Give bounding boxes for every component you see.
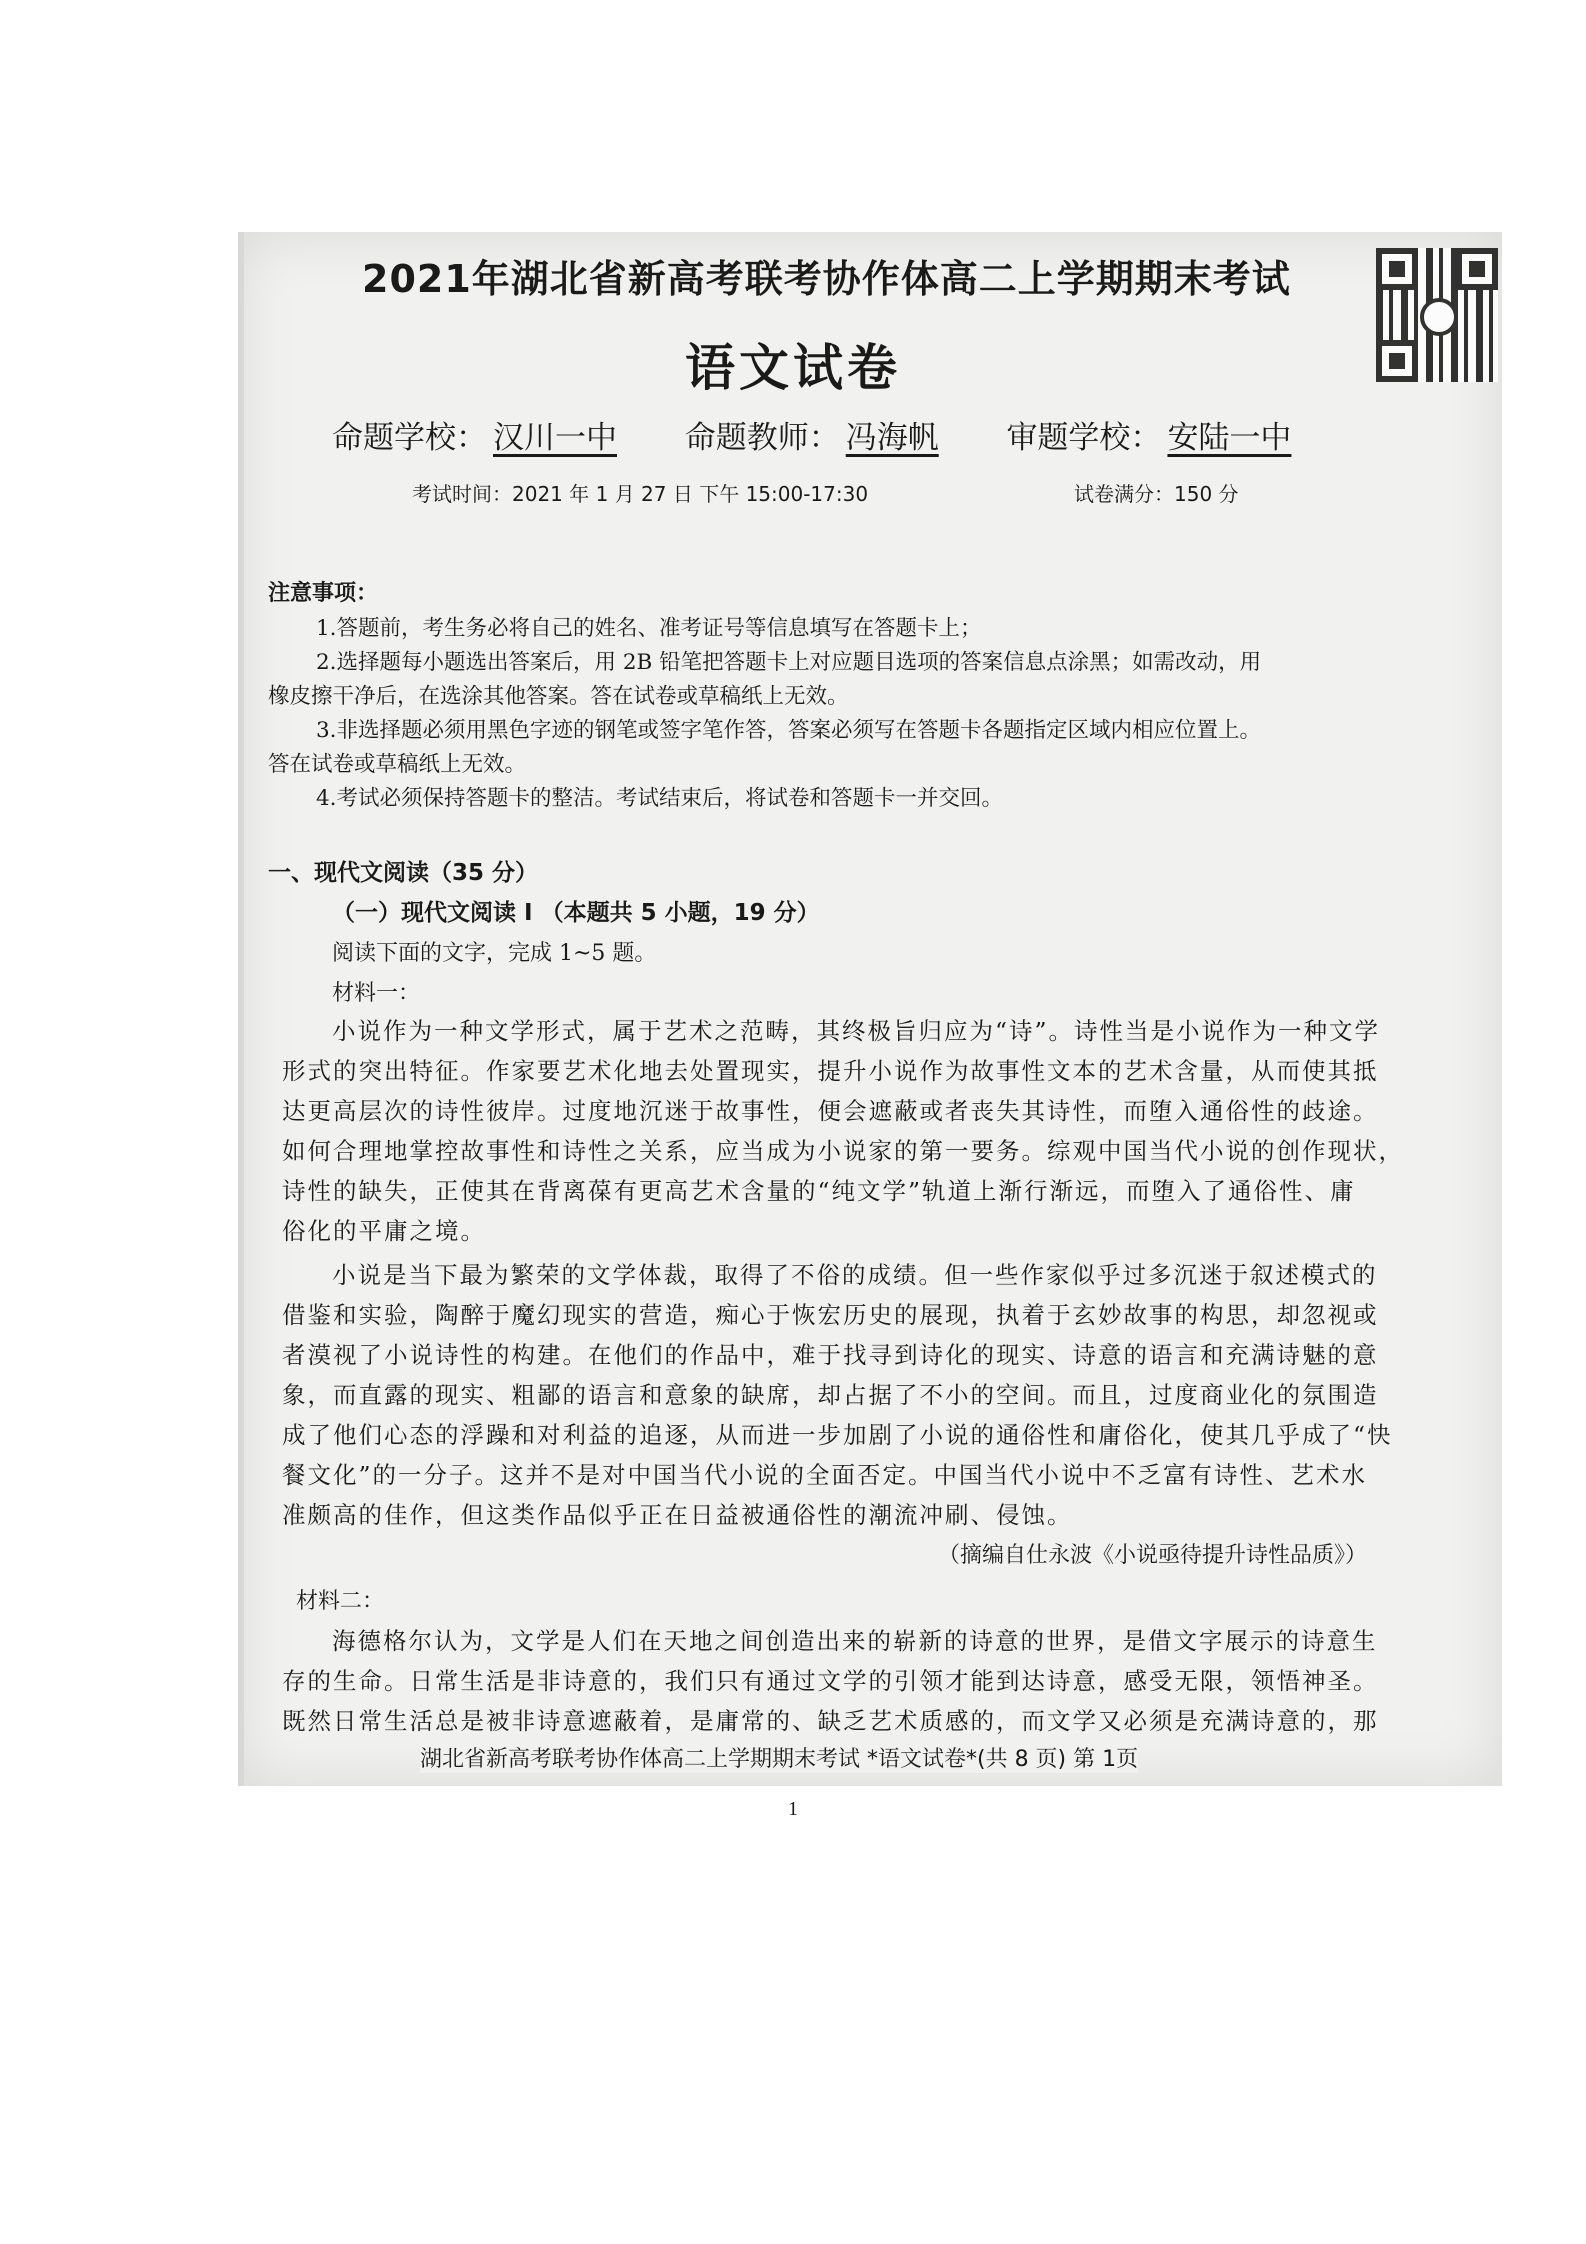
citation: （摘编自仕永波《小说亟待提升诗性品质》） — [938, 1543, 1368, 1568]
note-line: 3.非选择题必须用黑色字迹的钢笔或签字笔作答，答案必须写在答题卡各题指定区域内相应位置上。 — [316, 718, 1262, 743]
material-label: 材料一： — [332, 981, 421, 1006]
note-line: 1.答题前，考生务必将自己的姓名、准考证号等信息填写在答题卡上； — [316, 616, 982, 641]
passage-line: 如何合理地掌控故事性和诗性之关系，应当成为小说家的第一要务。综观中国当代小说的创作现状， — [282, 1137, 1404, 1165]
note-line: 答在试卷或草稿纸上无效。 — [268, 752, 527, 777]
info-label: 审题学校： — [1006, 420, 1162, 456]
passage-line: 诗性的缺失，正使其在背离葆有更高艺术含量的“纯文学”轨道上渐行渐远，而堕入了通俗性、庸 — [282, 1177, 1356, 1205]
material-label: 材料二： — [296, 1589, 385, 1614]
note-line: 橡皮擦干净后，在选涂其他答案。答在试卷或草稿纸上无效。 — [268, 684, 849, 709]
passage-line: 存的生命。日常生活是非诗意的，我们只有通过文学的引领才能到达诗意，感受无限，领悟神圣。 — [282, 1667, 1379, 1695]
passage-line: 既然日常生活总是被非诗意遮蔽着，是庸常的、缺乏艺术质感的，而文学又必须是充满诗意的，那 — [282, 1707, 1379, 1735]
info-value-school: 汉川一中 — [493, 420, 617, 456]
scan-edge — [238, 232, 244, 1786]
passage-line: 俗化的平庸之境。 — [282, 1217, 486, 1245]
passage-line: 达更高层次的诗性彼岸。过度地沉迷于故事性，便会遮蔽或者丧失其诗性，而堕入通俗性的歧途。 — [282, 1097, 1379, 1125]
instruction: 阅读下面的文字，完成 1~5 题。 — [332, 941, 657, 966]
section-heading: 一、现代文阅读（35 分） — [268, 860, 539, 886]
passage-line: 小说是当下最为繁荣的文学体裁，取得了不俗的成绩。但一些作家似乎过多沉迷于叙述模式的 — [332, 1261, 1378, 1289]
notes-heading: 注意事项： — [268, 581, 379, 606]
full-score: 试卷满分：150 分 — [1074, 482, 1239, 506]
passage-line: 餐文化”的一分子。这并不是对中国当代小说的全面否定。中国当代小说中不乏富有诗性、艺术水 — [282, 1461, 1368, 1489]
info-value-reviewer: 安陆一中 — [1167, 420, 1292, 456]
passage-line: 准颇高的佳作，但这类作品似乎正在日益被通俗性的潮流冲刷、侵蚀。 — [282, 1501, 1073, 1529]
page-footer: 湖北省新高考联考协作体高二上学期期末考试 *语文试卷*(共 8 页) 第 1页 — [420, 1742, 1138, 1773]
exam-meta-row — [412, 478, 1412, 507]
passage-line: 借鉴和实验，陶醉于魔幻现实的营造，痴心于恢宏历史的展现，执着于玄妙故事的构思，却忽视或 — [282, 1301, 1379, 1329]
passage-line: 小说作为一种文学形式，属于艺术之范畴，其终极旨归应为“诗”。诗性当是小说作为一种文学 — [332, 1017, 1381, 1045]
note-line: 4.考试必须保持答题卡的整洁。考试结束后，将试卷和答题卡一并交回。 — [316, 786, 1004, 811]
page-number: 1 — [788, 1798, 798, 1820]
passage-line: 者漠视了小说诗性的构建。在他们的作品中，难于找寻到诗化的现实、诗意的语言和充满诗魅的意 — [282, 1341, 1379, 1369]
exam-title: 2021年湖北省新高考联考协作体高二上学期期末考试 — [362, 257, 1291, 301]
info-label: 命题学校： — [332, 420, 487, 456]
exam-subtitle: 语文试卷 — [685, 339, 901, 397]
subsection-heading: （一）现代文阅读 I （本题共 5 小题，19 分） — [332, 900, 820, 926]
info-label: 命题教师： — [684, 420, 840, 456]
exam-time: 考试时间：2021 年 1 月 27 日 下午 15:00-17:30 — [412, 482, 869, 506]
passage-line: 成了他们心态的浮躁和对利益的追逐，从而进一步加剧了小说的通俗性和庸俗化，使其几乎成了“快 — [282, 1421, 1393, 1449]
info-value-teacher: 冯海帆 — [845, 420, 939, 456]
note-line: 2.选择题每小题选出答案后，用 2B 铅笔把答题卡上对应题目选项的答案信息点涂黑；如需改动，用 — [316, 650, 1262, 675]
passage-line: 海德格尔认为，文学是人们在天地之间创造出来的崭新的诗意的世界，是借文字展示的诗意生 — [332, 1627, 1378, 1655]
passage-line: 形式的突出特征。作家要艺术化地去处置现实，提升小说作为故事性文本的艺术含量，从而使其抵 — [282, 1057, 1379, 1085]
passage-line: 象，而直露的现实、粗鄙的语言和意象的缺席，却占据了不小的空间。而且，过度商业化的氛围造 — [282, 1381, 1379, 1409]
exam-info-row — [332, 412, 1432, 457]
